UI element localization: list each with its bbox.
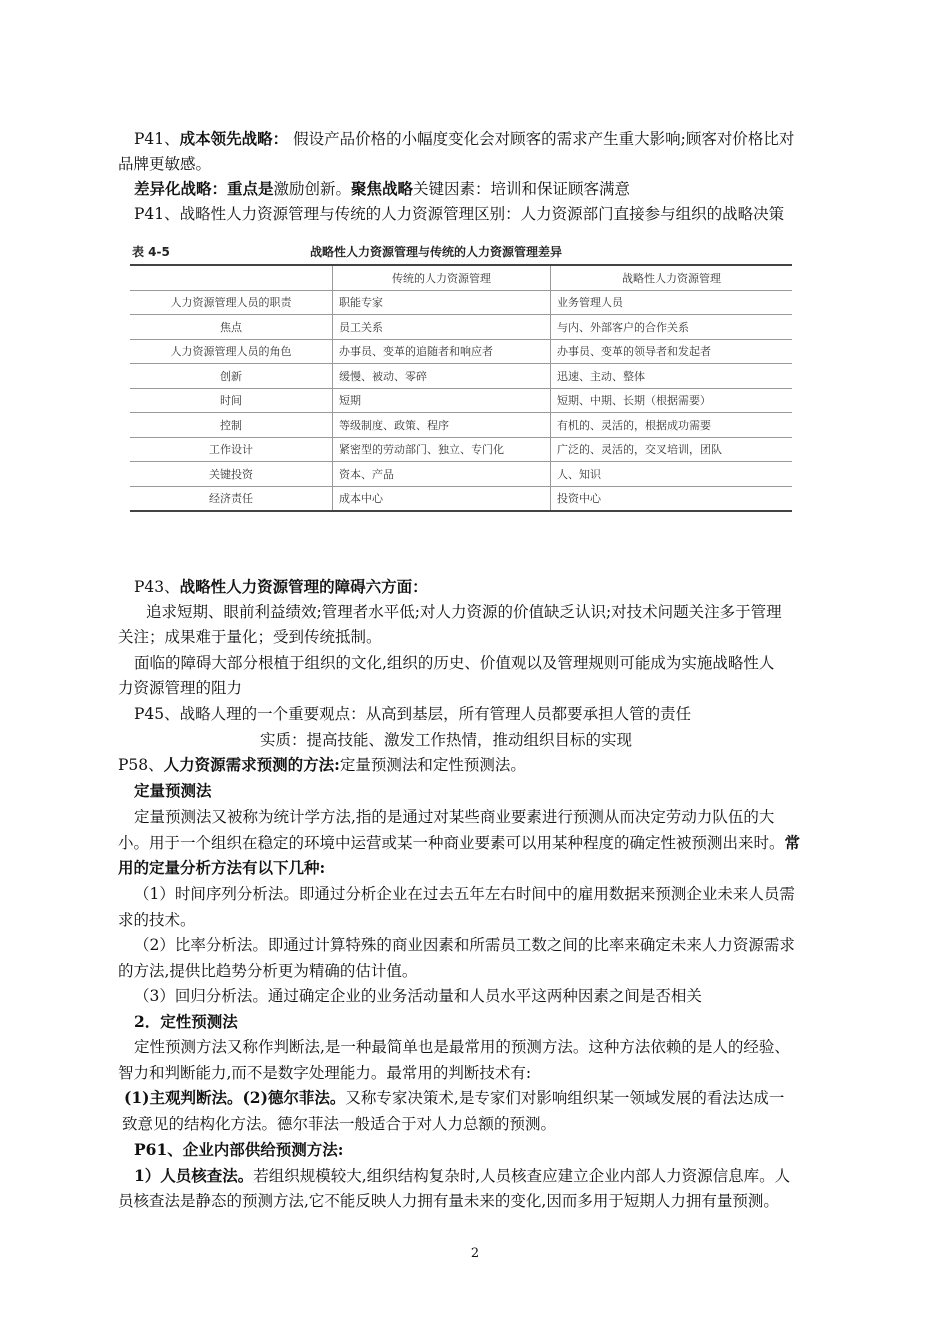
table-cell: 工作设计 [130, 437, 333, 462]
para-delphi-2: 致意见的结构化方法。德尔菲法一般适合于对人力总额的预测。 [122, 1115, 557, 1133]
table-cell: 等级制度、政策、程序 [333, 413, 551, 438]
method-3: （3）回归分析法。通过确定企业的业务活动量和人员水平这两种因素之间是否相关 [134, 987, 702, 1005]
para-qual-1: 定性预测方法又称作判断法,是一种最简单也是最常用的预测方法。这种方法依赖的是人的经验、 [134, 1038, 790, 1056]
text: 小。用于一个组织在稳定的环境中运营或某一种商业要素可以用某种程度的确定性被预测出来时。 [118, 834, 785, 852]
term-delphi: (1)主观判断法。(2)德尔菲法。 [124, 1088, 346, 1107]
table-cell: 经济责任 [130, 486, 333, 511]
method-1-b: 求的技术。 [118, 911, 196, 929]
table-header [130, 265, 333, 290]
para-p45: P45、战略人理的一个重要观点：从高到基层，所有管理人员都要承担人管的责任 [134, 705, 692, 723]
table-row [130, 388, 792, 413]
text: 假设产品价格的小幅度变化会对顾客的需求产生重大影响;顾客对价格比对 [288, 130, 795, 148]
para-p41-cost-cont: 品牌更敏感。 [118, 155, 212, 173]
table-title: 战略性人力资源管理与传统的人力资源管理差异 [310, 245, 563, 259]
table-row [130, 364, 792, 389]
table-cell: 成本中心 [333, 486, 551, 511]
para-p43-heading [134, 576, 428, 598]
table-cell: 人、知识 [551, 462, 793, 487]
table-cell: 办事员、变革的追随者和响应者 [333, 339, 551, 364]
table-row [130, 413, 792, 438]
heading-qualitative: 2．定性预测法 [134, 1012, 238, 1031]
table-cell: 创新 [130, 364, 333, 389]
term-differentiation: 差异化战略：重点是 [134, 179, 274, 198]
para-p43-a1: 追求短期、眼前利益绩效;管理者水平低;对人力资源的价值缺乏认识;对技术问题关注多于管理 [146, 603, 782, 621]
term-obstacles: 战略性人力资源管理的障碍六方面： [179, 577, 428, 596]
table-cell: 焦点 [130, 315, 333, 340]
term-personnel-check: 1）人员核查法。 [134, 1166, 254, 1185]
table-cell: 资本、产品 [333, 462, 551, 487]
table-row [130, 315, 792, 340]
term-demand-forecast: 人力资源需求预测的方法: [163, 755, 340, 774]
term-focus: 聚焦战略 [351, 179, 414, 198]
table-cell: 缓慢、被动、零碎 [333, 364, 551, 389]
table-cell: 业务管理人员 [551, 290, 793, 315]
table-number: 表 4-5 [132, 245, 170, 259]
table-cell: 与内、外部客户的合作关系 [551, 315, 793, 340]
method-1-a: （1）时间序列分析法。即通过分析企业在过去五年左右时间中的雇用数据来预测企业未来人员需 [134, 885, 795, 903]
text: 又称专家决策术,是专家们对影响组织某一领域发展的看法达成一 [345, 1089, 785, 1107]
method-2-b: 的方法,提供比趋势分析更为精确的估计值。 [118, 962, 418, 980]
para-p41-strategic: P41、战略性人力资源管理与传统的人力资源管理区别：人力资源部门直接参与组织的战略决策 [134, 205, 785, 223]
para-differentiation [134, 178, 630, 200]
para-p61-1 [134, 1165, 790, 1187]
table-row [130, 462, 792, 487]
table-row [130, 339, 792, 364]
para-p45-essence: 实质：提高技能、激发工作热情，推动组织目标的实现 [260, 731, 633, 749]
heading-p61: P61、企业内部供给预测方法: [134, 1140, 344, 1159]
comparison-table [130, 264, 792, 512]
para-p43-b2: 力资源管理的阻力 [118, 679, 243, 697]
table-row [130, 290, 792, 315]
table-cell: 紧密型的劳动部门、独立、专门化 [333, 437, 551, 462]
table-cell: 控制 [130, 413, 333, 438]
text: 定量预测法和定性预测法。 [339, 756, 526, 774]
para-quant-3: 用的定量分析方法有以下几种: [118, 858, 326, 877]
table-row [130, 437, 792, 462]
table-cell: 时间 [130, 388, 333, 413]
table-header-row [130, 265, 792, 290]
table-cell: 员工关系 [333, 315, 551, 340]
table-row [130, 486, 792, 511]
table-cell: 职能专家 [333, 290, 551, 315]
para-qual-2: 智力和判断能力,而不是数字处理能力。最常用的判断技术有: [118, 1064, 532, 1082]
heading-quantitative: 定量预测法 [134, 781, 212, 800]
text: 激励创新。 [273, 180, 352, 198]
para-quant-1: 定量预测法又被称为统计学方法,指的是通过对某些商业要素进行预测从而决定劳动力队伍的大 [134, 808, 775, 826]
term-cost-leadership: 成本领先战略： [179, 129, 289, 148]
page-ref: P41、 [134, 130, 180, 148]
table-cell: 办事员、变革的领导者和发起者 [551, 339, 793, 364]
table-cell: 短期、中期、长期（根据需要） [551, 388, 793, 413]
para-p61-2: 员核查法是静态的预测方法,它不能反映人力拥有量未来的变化,因而多用于短期人力拥有量预测。 [118, 1192, 779, 1210]
table-cell: 人力资源管理人员的角色 [130, 339, 333, 364]
page-ref: P43、 [134, 578, 180, 596]
para-p58 [118, 754, 526, 776]
comparison-table-figure [130, 240, 792, 506]
table-header: 传统的人力资源管理 [333, 265, 551, 290]
para-quant-2 [118, 832, 800, 854]
text-bold: 常 [784, 833, 801, 852]
para-p43-a2: 关注；成果难于量化；受到传统抵制。 [118, 628, 382, 646]
page-number: 2 [470, 1246, 480, 1261]
table-cell: 迅速、主动、整体 [551, 364, 793, 389]
para-p41-cost [134, 128, 794, 150]
table-cell: 广泛的、灵活的，交叉培训，团队 [551, 437, 793, 462]
page-ref: P58、 [118, 756, 164, 774]
method-2-a: （2）比率分析法。即通过计算特殊的商业因素和所需员工数之间的比率来确定未来人力资源需求 [134, 936, 795, 954]
table-cell: 短期 [333, 388, 551, 413]
table-cell: 投资中心 [551, 486, 793, 511]
table-header: 战略性人力资源管理 [551, 265, 793, 290]
para-p43-b1: 面临的障碍大部分根植于组织的文化,组织的历史、价值观以及管理规则可能成为实施战略性人 [134, 654, 775, 672]
table-cell: 关键投资 [130, 462, 333, 487]
text: 若组织规模较大,组织结构复杂时,人员核查应建立企业内部人力资源信息库。人 [253, 1167, 791, 1185]
para-delphi-1 [124, 1087, 784, 1109]
text: 关键因素：培训和保证顾客满意 [413, 180, 631, 198]
table-caption [130, 240, 792, 262]
table-cell: 有机的、灵活的，根据成功需要 [551, 413, 793, 438]
table-cell: 人力资源管理人员的职责 [130, 290, 333, 315]
